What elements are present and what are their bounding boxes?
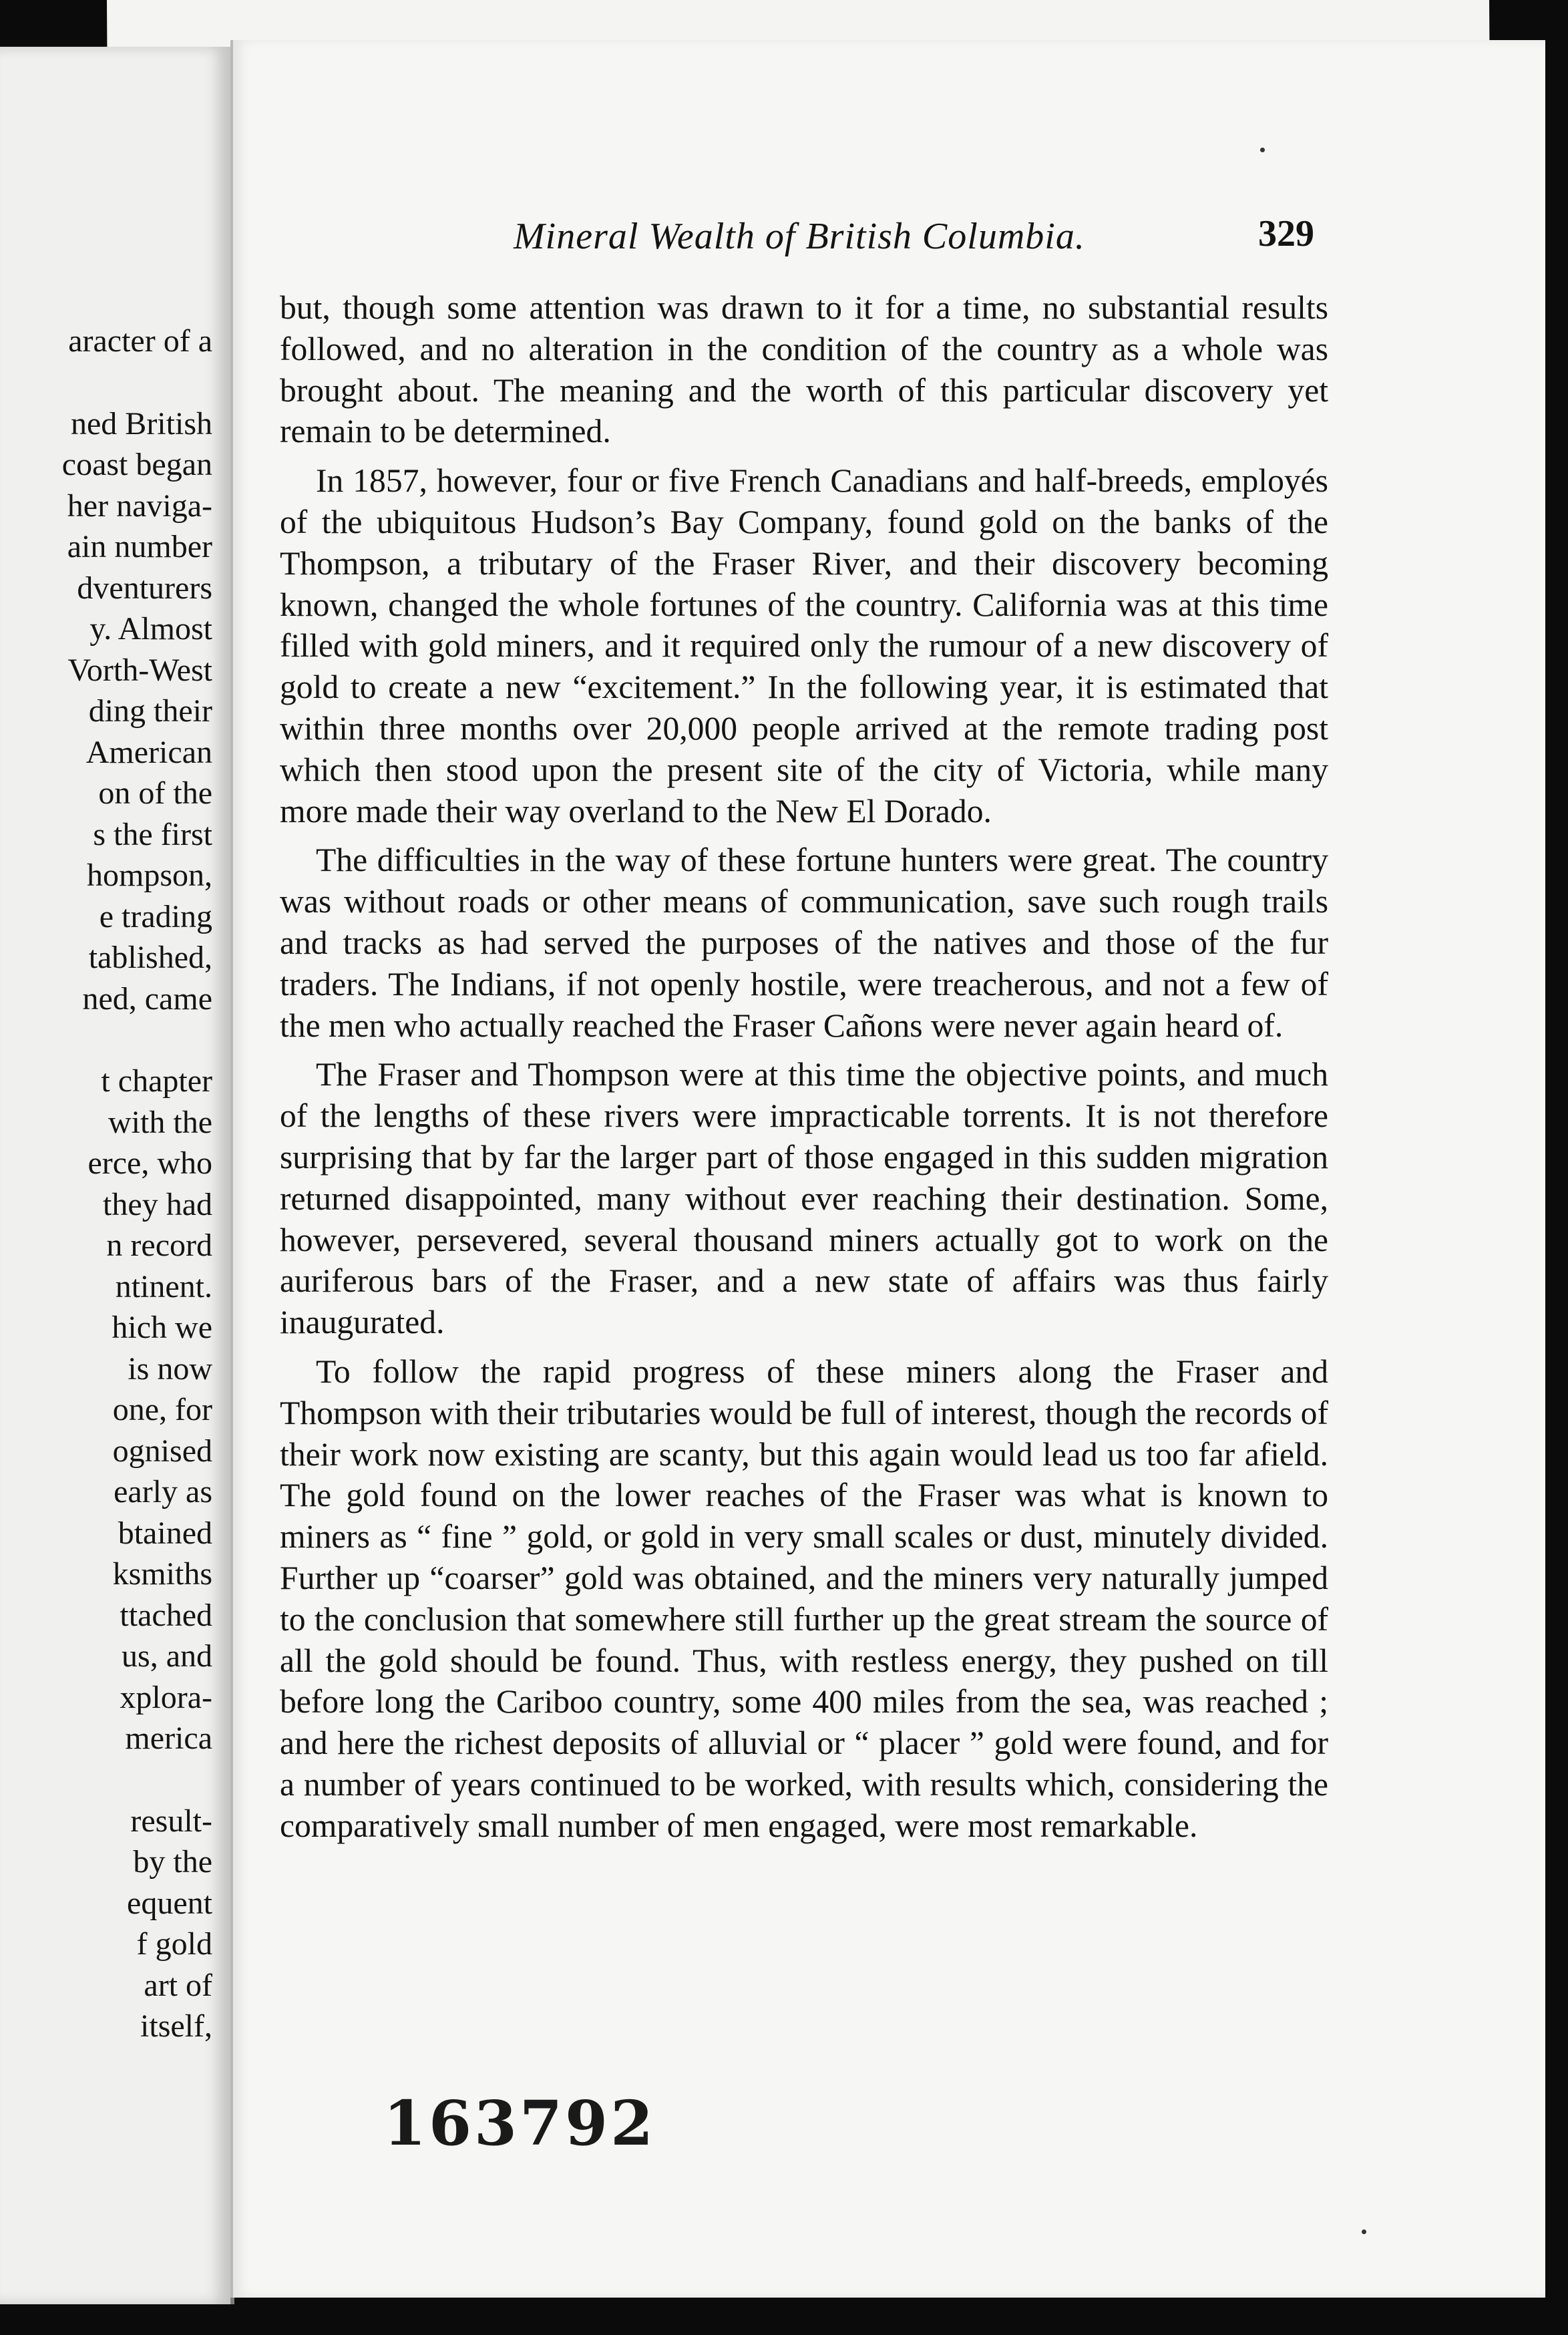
library-stamp-number: 163792 <box>383 2087 656 2159</box>
line-gap <box>0 1759 220 1801</box>
left-page-line: f gold <box>136 1926 212 1962</box>
left-page-line: hich we <box>112 1310 212 1345</box>
body-text <box>280 287 1328 1854</box>
paragraph: To follow the rapid progress of these miners along the Fraser and Thompson with their tributaries would be full of interest, though the records of their work now existing are scanty, but this again would lead us too far afield. The gold found on the lower reaches of the Fraser was what is known to miners as “ fine ” gold, or gold in very small scales or dust, minutely divided. Further up “coarser” gold was obtained, and the miners very naturally jumped to the conclusion that somewhere still further up the great stream the source of all the gold should be found. Thus, with restless energy, they pushed on till before long the Cariboo country, some 400 miles from the sea, was reached ; and here the richest deposits of alluvial or “ placer ” gold were found, and for a number of years continued to be worked, with results which, considering the comparatively small number of men engaged, were most remarkable. <box>280 1353 1328 1844</box>
left-page-line: ned, came <box>82 980 212 1017</box>
left-page-line: e trading <box>99 898 212 934</box>
left-page-line: ttached <box>120 1597 212 1633</box>
left-page-line: ned British <box>71 405 212 441</box>
left-page-line: result- <box>130 1803 212 1839</box>
left-page-line: ding their <box>88 693 212 729</box>
left-page-line: her naviga- <box>67 488 212 524</box>
paragraph: The difficulties in the way of these fortune hunters were great. The country was without roads or other means of communication, save such rough trails and tracks as had served the purposes of the natives and those of the fur traders. The Indians, if not openly hostile, were treacherous, and not a few of the men who actually reached the Fraser Cañons were never again heard of. <box>280 842 1328 1044</box>
line-gap <box>0 1019 220 1061</box>
left-page-line: equent <box>127 1885 212 1921</box>
left-page-line: us, and <box>122 1638 212 1674</box>
paragraph: but, though some attention was drawn to it for a time, no substantial results followed, and no alteration in the condition of the country as a whole was brought about. The meaning and the worth of this particular discovery yet remain to be determined. <box>280 289 1328 450</box>
left-page-line: Vorth-West <box>67 652 212 688</box>
left-page-line: is now <box>128 1351 212 1387</box>
left-page-line: btained <box>118 1515 212 1551</box>
left-page-line: aracter of a <box>68 323 212 359</box>
left-page-line: ain number <box>67 529 212 564</box>
speck-mark <box>1362 2229 1366 2234</box>
left-page-line: ntinent. <box>115 1268 212 1304</box>
left-page-line: by the <box>133 1844 212 1879</box>
left-page-line: n record <box>106 1228 212 1263</box>
left-page-line: t chapter <box>101 1063 212 1099</box>
left-page-line: dventurers <box>77 570 212 606</box>
left-page-line: s the first <box>93 816 212 852</box>
left-page-line: tablished, <box>88 940 212 975</box>
page-number: 329 <box>1258 213 1314 254</box>
left-page-line: y. Almost <box>89 611 212 647</box>
left-page-line: ognised <box>112 1433 212 1469</box>
left-page-line: coast began <box>61 447 212 482</box>
left-page-line: itself, <box>140 2008 212 2044</box>
running-title: Mineral Wealth of British Columbia. <box>514 216 1085 257</box>
book-page <box>230 40 1545 2298</box>
speck-mark <box>1260 148 1265 152</box>
left-page-line: ksmiths <box>112 1556 212 1592</box>
left-page-line: xplora- <box>120 1679 212 1715</box>
left-page-line: erce, who <box>87 1145 212 1181</box>
left-page-line: American <box>85 734 212 770</box>
left-page-line: they had <box>103 1186 212 1222</box>
paragraph: The Fraser and Thompson were at this time the objective points, and much of the lengths of these rivers were impracticable torrents. It is not therefore surprising that by far the larger part of those engaged in this sudden migration returned disappointed, many without ever reaching their destination. Some, however, persevered, several thousand miners actually got to work on the auriferous bars of the Fraser, and a new state of affairs was thus fairly inaugurated. <box>280 1056 1328 1341</box>
page-header <box>233 215 1545 268</box>
line-gap <box>0 362 220 403</box>
left-facing-page <box>0 47 234 2304</box>
left-page-line: early as <box>114 1474 212 1509</box>
left-page-line: with the <box>108 1104 212 1140</box>
left-page-line: hompson, <box>86 858 212 893</box>
left-page-line: one, for <box>112 1392 212 1427</box>
left-page-line: art of <box>144 1967 212 2003</box>
paragraph: In 1857, however, four or five French Canadians and half-breeds, employés of the ubiquitous Hudson’s Bay Company, found gold on the banks of the Thompson, a tributary of the Fraser River, and their discovery becoming known, changed the whole fortunes of the country. California was at this time filled with gold miners, and it required only the rumour of a new discovery of gold to create a new “excitement.” In the following year, it is estimated that within three months over 20,000 people arrived at the remote trading post which then stood upon the present site of the city of Victoria, while many more made their way overland to the New El Dorado. <box>280 462 1328 830</box>
left-page-line: merica <box>125 1721 212 1756</box>
left-page-line: on of the <box>98 775 212 811</box>
left-page-text <box>0 321 220 2047</box>
